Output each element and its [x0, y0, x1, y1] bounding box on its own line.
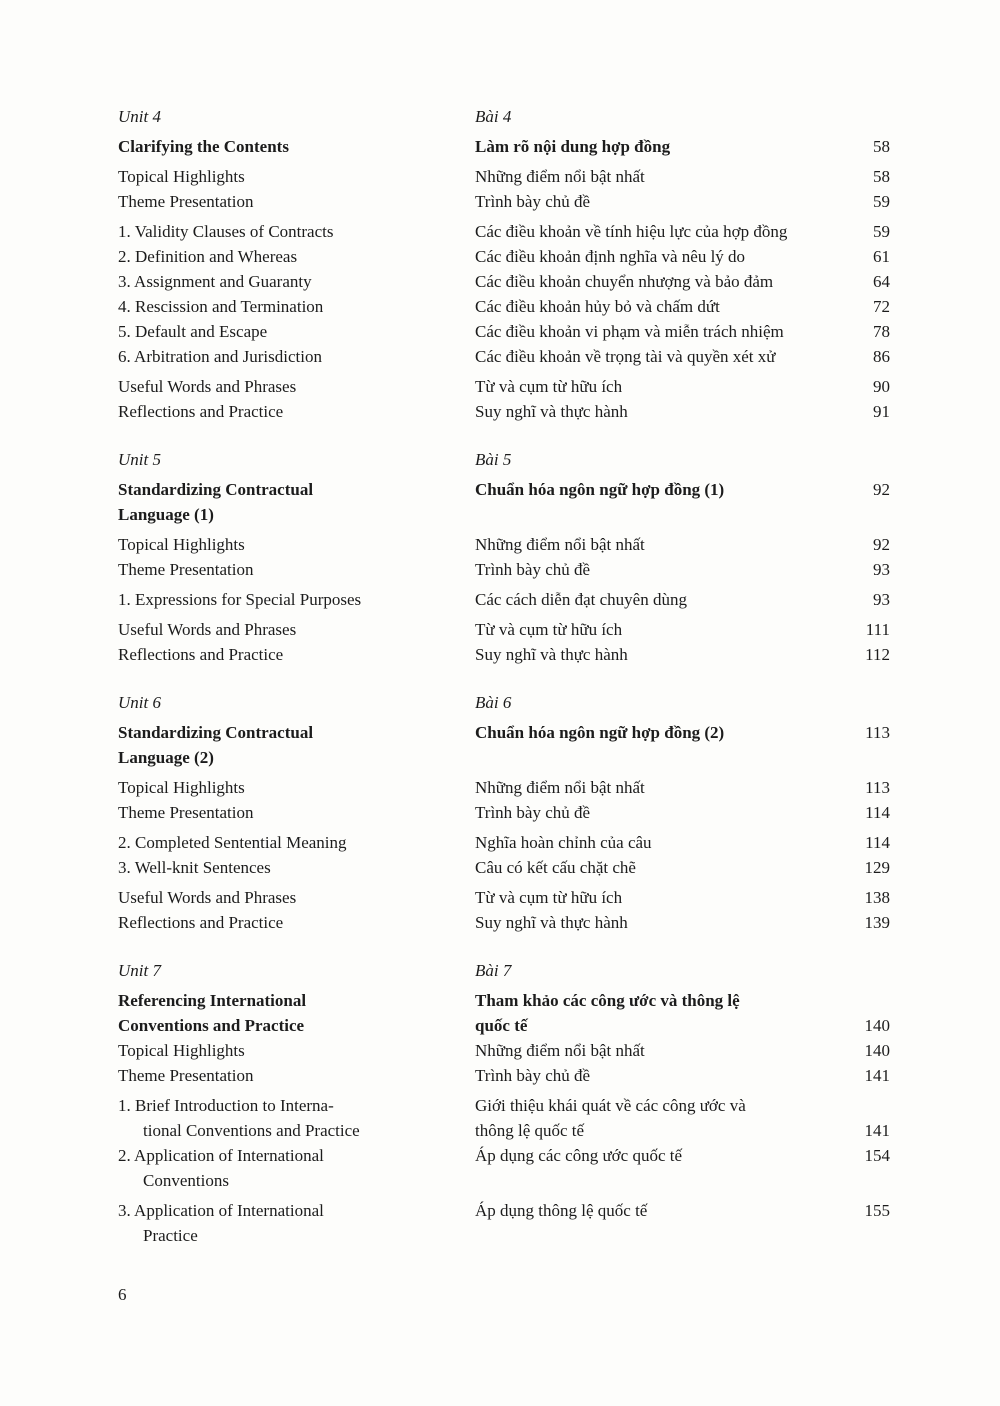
toc-entry-en: Theme Presentation [118, 560, 254, 579]
toc-entry-page: 93 [873, 590, 890, 609]
toc-line [118, 399, 890, 424]
toc-entry-en: Theme Presentation [118, 803, 254, 822]
toc-entry-vi: Áp dụng các công ước quốc tế [475, 1146, 683, 1165]
toc-entry-vi: Các cách diễn đạt chuyên dùng [475, 590, 687, 609]
toc-line [118, 800, 890, 825]
toc-entry-vi: Các điều khoản chuyển nhượng và bảo đảm [475, 272, 774, 291]
toc-entry-en: 1. Expressions for Special Purposes [118, 590, 362, 609]
toc-entry-page: 155 [864, 1201, 890, 1220]
toc-entry-en: Unit 4 [118, 107, 161, 126]
toc-entry-en: Unit 6 [118, 693, 161, 712]
toc-entry-page [838, 447, 890, 472]
toc-entry-en: Unit 5 [118, 450, 161, 469]
toc-entry-vi: Bài 4 [475, 107, 512, 126]
toc-entry-vi: Những điểm nổi bật nhất [475, 778, 645, 797]
toc-line [118, 294, 890, 319]
toc-entry-page: 59 [873, 222, 890, 241]
toc-entry-vi: Nghĩa hoàn chỉnh của câu [475, 833, 652, 852]
toc-entry-en: tional Conventions and Practice [143, 1121, 360, 1140]
toc-entry-en: Reflections and Practice [118, 645, 284, 664]
toc-entry-en: Conventions [143, 1171, 229, 1190]
toc-entry-vi: Chuẩn hóa ngôn ngữ hợp đồng (1) [475, 480, 725, 499]
toc-line [118, 958, 890, 983]
toc-entry-page: 58 [873, 167, 890, 186]
toc-line [118, 988, 890, 1013]
toc-entry-en: Useful Words and Phrases [118, 620, 297, 639]
toc-entry-page [838, 1223, 890, 1248]
toc-line [118, 134, 890, 159]
toc-entry-vi: Tham khảo các công ước và thông lệ [475, 991, 740, 1010]
toc-line [118, 855, 890, 880]
toc-line [118, 617, 890, 642]
toc-line [118, 1013, 890, 1038]
toc-entry-page: 72 [873, 297, 890, 316]
toc-line [118, 690, 890, 715]
toc-entry-page: 92 [873, 480, 890, 499]
toc-line [118, 587, 890, 612]
toc-entry-en: Topical Highlights [118, 535, 245, 554]
toc-entry-en: Topical Highlights [118, 167, 245, 186]
toc-line [118, 1198, 890, 1223]
toc-entry-en: 2. Completed Sentential Meaning [118, 833, 347, 852]
toc-entry-page [838, 104, 890, 129]
toc-line [118, 532, 890, 557]
toc-line [118, 447, 890, 472]
toc-line [118, 1143, 890, 1168]
toc-entry-vi: Trình bày chủ đề [475, 560, 591, 579]
toc-entry-en: Standardizing Contractual [118, 723, 314, 742]
toc-line [118, 477, 890, 502]
toc-entry-en: 1. Validity Clauses of Contracts [118, 222, 334, 241]
toc-entry-vi: Làm rõ nội dung hợp đồng [475, 137, 671, 156]
toc-entry-en: Theme Presentation [118, 1066, 254, 1085]
toc-entry-en: Topical Highlights [118, 1041, 245, 1060]
toc-line [118, 885, 890, 910]
toc-entry-page: 61 [873, 247, 890, 266]
toc-line [118, 374, 890, 399]
toc-line [118, 1223, 890, 1248]
toc-line [118, 502, 890, 527]
toc-entry-vi: Trình bày chủ đề [475, 1066, 591, 1085]
toc-entry-page: 138 [864, 888, 890, 907]
toc-entry-vi: Từ và cụm từ hữu ích [475, 377, 623, 396]
toc-entry-en: Theme Presentation [118, 192, 254, 211]
toc-entry-en: 2. Application of International [118, 1146, 324, 1165]
toc-line [118, 830, 890, 855]
toc-entry-page [838, 745, 890, 770]
toc-line [118, 910, 890, 935]
toc-line [118, 775, 890, 800]
toc-line [118, 642, 890, 667]
toc-line [118, 557, 890, 582]
toc-line [118, 1168, 890, 1193]
toc-entry-page [838, 958, 890, 983]
toc-entry-en: 6. Arbitration and Jurisdiction [118, 347, 322, 366]
toc-entry-vi: Giới thiệu khái quát về các công ước và [475, 1096, 746, 1115]
toc-line [118, 219, 890, 244]
toc-entry-page: 140 [864, 1041, 890, 1060]
toc-entry-en: Language (2) [118, 748, 214, 767]
toc-entry-page: 86 [873, 347, 890, 366]
page-footer-number: 6 [118, 1285, 127, 1304]
toc-line [118, 189, 890, 214]
toc-entry-vi [475, 502, 838, 527]
toc-entry-page [838, 1093, 890, 1118]
toc-entry-vi: Chuẩn hóa ngôn ngữ hợp đồng (2) [475, 723, 725, 742]
toc-entry-en: 3. Well-knit Sentences [118, 858, 271, 877]
toc-entry-vi: Suy nghĩ và thực hành [475, 913, 628, 932]
toc-entry-page: 78 [873, 322, 890, 341]
toc-entry-vi [475, 1168, 838, 1193]
toc-entry-vi: Các điều khoản hủy bỏ và chấm dứt [475, 297, 720, 316]
toc-entry-vi [475, 745, 838, 770]
toc-entry-en: Practice [143, 1226, 198, 1245]
toc-entry-en: Reflections and Practice [118, 913, 284, 932]
toc-entry-vi: Các điều khoản về tính hiệu lực của hợp đồng [475, 222, 788, 241]
toc-entry-en: Useful Words and Phrases [118, 377, 297, 396]
toc-entry-vi: Suy nghĩ và thực hành [475, 402, 628, 421]
toc-entry-page: 154 [864, 1146, 890, 1165]
toc-entry-page: 91 [873, 402, 890, 421]
toc-entry-vi: Các điều khoản về trọng tài và quyền xét xử [475, 347, 776, 366]
toc-entry-page [838, 988, 890, 1013]
toc-entry-page: 90 [873, 377, 890, 396]
toc-entry-page: 111 [865, 620, 890, 639]
toc-entry-vi: Những điểm nổi bật nhất [475, 167, 645, 186]
toc-entry-vi: Câu có kết cấu chặt chẽ [475, 858, 636, 877]
toc-entry-page: 140 [864, 1016, 890, 1035]
toc-entry-page: 141 [864, 1121, 890, 1140]
toc-entry-vi [475, 1223, 838, 1248]
toc-entry-vi: Những điểm nổi bật nhất [475, 1041, 645, 1060]
toc-entry-en: 3. Assignment and Guaranty [118, 272, 312, 291]
toc-entry-vi: Những điểm nổi bật nhất [475, 535, 645, 554]
toc-entry-en: Referencing International [118, 991, 307, 1010]
toc-line [118, 1063, 890, 1088]
toc-entry-page: 58 [873, 137, 890, 156]
toc-entry-en: Standardizing Contractual [118, 480, 314, 499]
toc-entry-en: 3. Application of International [118, 1201, 324, 1220]
toc-line [118, 244, 890, 269]
toc-entry-page: 112 [865, 645, 890, 664]
toc-entry-vi: Bài 6 [475, 693, 512, 712]
toc-entry-en: Reflections and Practice [118, 402, 284, 421]
toc-entry-en: 5. Default and Escape [118, 322, 268, 341]
toc-entry-page: 141 [864, 1066, 890, 1085]
toc-entry-page: 129 [864, 858, 890, 877]
toc-entry-page [838, 502, 890, 527]
toc-entry-en: 2. Definition and Whereas [118, 247, 298, 266]
toc-entry-page: 139 [864, 913, 890, 932]
toc-entry-page: 64 [873, 272, 890, 291]
toc-entry-vi: Suy nghĩ và thực hành [475, 645, 628, 664]
toc-line [118, 269, 890, 294]
toc-entry-en: Clarifying the Contents [118, 137, 289, 156]
toc-entry-page: 113 [865, 723, 890, 742]
toc-entry-en: Useful Words and Phrases [118, 888, 297, 907]
toc-line [118, 164, 890, 189]
toc-line [118, 745, 890, 770]
toc-entry-vi: Trình bày chủ đề [475, 192, 591, 211]
toc-entry-en: 4. Rescission and Termination [118, 297, 324, 316]
toc-entry-vi: quốc tế [475, 1016, 528, 1035]
toc-entry-page: 114 [865, 803, 890, 822]
toc-line [118, 104, 890, 129]
toc-entry-vi: thông lệ quốc tế [475, 1121, 585, 1140]
toc-entry-vi: Các điều khoản vi phạm và miễn trách nhiệm [475, 322, 784, 341]
toc-entry-vi: Từ và cụm từ hữu ích [475, 620, 623, 639]
toc-line [118, 1038, 890, 1063]
toc-entry-page: 93 [873, 560, 890, 579]
toc-entry-vi: Áp dụng thông lệ quốc tế [475, 1201, 648, 1220]
toc-line [118, 1093, 890, 1118]
toc-entry-en: Language (1) [118, 505, 214, 524]
toc-line [118, 1118, 890, 1143]
toc-entry-page: 113 [865, 778, 890, 797]
toc-line [118, 720, 890, 745]
toc-entry-vi: Trình bày chủ đề [475, 803, 591, 822]
toc-entry-en: Unit 7 [118, 961, 161, 980]
toc-entry-vi: Các điều khoản định nghĩa và nêu lý do [475, 247, 746, 266]
toc-entry-en: 1. Brief Introduction to Interna- [118, 1096, 334, 1115]
toc-entry-vi: Từ và cụm từ hữu ích [475, 888, 623, 907]
toc-line [118, 319, 890, 344]
toc-line [118, 344, 890, 369]
toc-entry-page [838, 690, 890, 715]
toc-entry-en: Conventions and Practice [118, 1016, 305, 1035]
toc-entry-page [838, 1168, 890, 1193]
toc-entry-page: 59 [873, 192, 890, 211]
toc-entry-page: 92 [873, 535, 890, 554]
toc-entry-page: 114 [865, 833, 890, 852]
toc-lines [118, 104, 890, 1248]
toc-entry-en: Topical Highlights [118, 778, 245, 797]
toc-entry-vi: Bài 5 [475, 450, 512, 469]
toc-entry-vi: Bài 7 [475, 961, 512, 980]
